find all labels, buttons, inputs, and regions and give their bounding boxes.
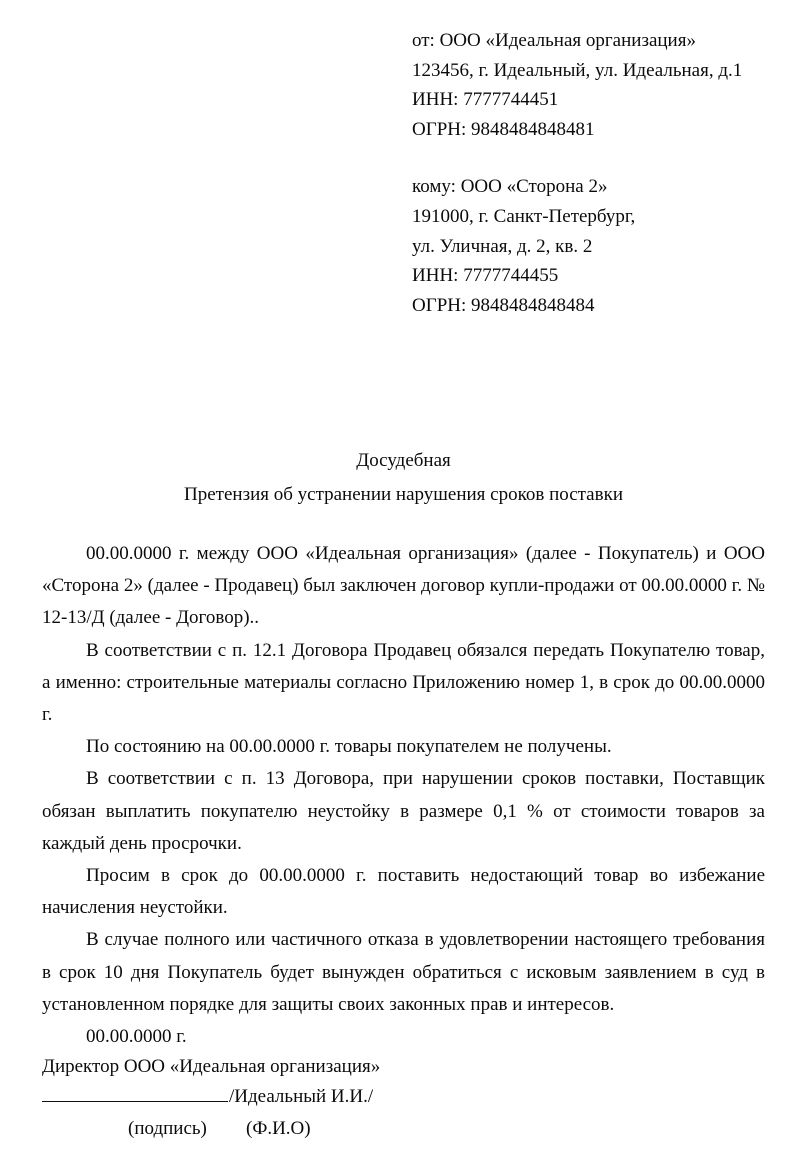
body-paragraph: В случае полного или частичного отказа в удовлетворении настоящего требования в срок 10 дня Покупатель будет вынужден обратиться с исковым заявлением в суд в установленном порядке для защиты своих законных прав и интересов. (42, 929, 765, 1015)
signature-line-row (42, 1082, 562, 1112)
body-paragraph: 00.00.0000 г. между ООО «Идеальная организация» (далее - Покупатель) и ООО «Сторона 2» (далее - Продавец) был заключен договор купли-продажи от 00.00.0000 г. № 12-13/Д (далее - Договор).. (42, 543, 765, 629)
document-title (42, 444, 765, 512)
sender-ogrn: ОГРН: 9848484848481 (412, 118, 595, 140)
recipient-inn: ИНН: 7777744455 (412, 265, 559, 287)
caption-signature: (подпись) (128, 1118, 207, 1139)
body-paragraph: В соответствии с п. 12.1 Договора Продавец обязался передать Покупателю товар, а именно: строительные материалы согласно Приложению номер 1, в срок до 00.00.0000 г. (42, 639, 765, 726)
caption-fio: (Ф.И.О) (246, 1118, 311, 1139)
body-date: 00.00.0000 г. (86, 1026, 187, 1048)
body-paragraph: В соответствии с п. 13 Договора, при нарушении сроков поставки, Поставщик обязан выплатить покупателю неустойку в размере 0,1 % от стоимости товаров за каждый день просрочки. (42, 768, 765, 854)
title-line-subject: Претензия об устранении нарушения сроков поставки (184, 484, 623, 505)
signature-block (42, 1052, 562, 1144)
recipient-ogrn: ОГРН: 9848484848484 (412, 294, 595, 316)
sender-inn: ИНН: 7777744451 (412, 89, 559, 111)
signatory-role: Директор ООО «Идеальная организация» (42, 1056, 381, 1077)
letter-header (412, 26, 772, 320)
body-paragraph: По состоянию на 00.00.0000 г. товары покупателем не получены. (86, 736, 612, 758)
sender-organization: от: ООО «Идеальная организация» (412, 30, 696, 51)
document-body (42, 538, 765, 1053)
signature-rule (42, 1087, 228, 1102)
body-paragraph: Просим в срок до 00.00.0000 г. поставить недостающий товар во избежание начисления неустойки. (42, 865, 765, 919)
signature-captions (42, 1114, 562, 1144)
signatory-name: /Идеальный И.И./ (229, 1086, 374, 1107)
recipient-address-line-1: 191000, г. Санкт-Петербург, (412, 205, 636, 227)
sender-address: 123456, г. Идеальный, ул. Идеальная, д.1 (412, 59, 743, 81)
title-line-kind: Досудебная (356, 450, 451, 471)
recipient-address-line-2: ул. Уличная, д. 2, кв. 2 (412, 235, 593, 257)
header-spacer (412, 144, 772, 172)
recipient-organization: кому: ООО «Сторона 2» (412, 176, 608, 198)
